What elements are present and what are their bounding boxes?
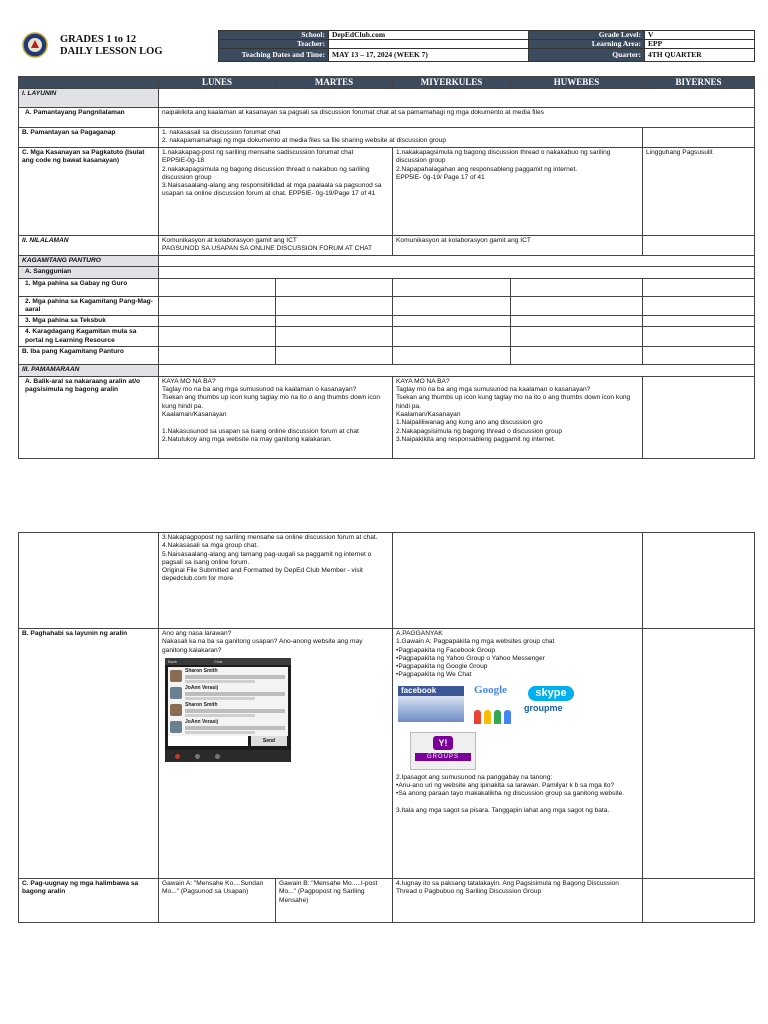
gabay-miyerkules [393,278,511,296]
chat-message [168,667,288,685]
yahoo-logo-text: Y! [433,736,453,750]
mag-aaral-huwebes [511,296,643,316]
groupme-logo-text: groupme [524,702,563,713]
iba-pang-lunes [159,347,276,365]
chat-sender-name: Sharon Smith [185,701,218,708]
avatar [170,670,182,682]
avatar [170,704,182,716]
kasanayan-biyernes: Lingguhang Pagsusulit [643,148,755,236]
chat-back-label: Back [168,658,177,664]
pamamaraan-blank [159,365,755,376]
lesson-log-table-page1 [18,76,755,459]
google-logo [470,683,518,726]
form-title-line1: GRADES 1 to 12 [60,34,137,45]
teksbuk-label: 3. Mga pahina sa Teksbuk [19,316,159,327]
balik-aral-lunes: KAYA MO NA BA? Taglay mo na ba ang mga sumusunod na kaalaman o kasanayan? Tsekan ang thumbs up icon kung taglay mo na ito o ang thumbs down icon kung hindi pa. Kaalaman/Kasanayan 1.Nakasusunod sa usapan sa isang online discussion forum at chat 2.Natutukoy ang mga website na may ganitong kalakaran. [159,376,393,458]
gabay-lunes [159,278,276,296]
chat-message [168,701,288,719]
kagamitang-panturo-heading: KAGAMITANG PANTURO [19,256,159,267]
quarter-label: Quarter: [529,49,645,62]
paghahabi-lunes [159,629,393,879]
kasanayan-lunes: 1.nakakapag-post ng sariling mensahe sadiscussion forumat chat EPP5IE-0g-18 2.nakakapagsimula ng bagong discussion thread o nakabuo ng sariling discussion group 3.Naisasaalang-alang ang responsibilidad at mga paalaala sa pagsunod sa usapan sa online discussion forum at chat. EPP5IE- 0g-19/Page 17 of 41 [159,148,393,236]
day-header-biyernes: BIYERNES [643,77,755,89]
day-header-lunes: LUNES [159,77,276,89]
nilalaman-biyernes [643,236,755,256]
karagdagang-martes [276,327,393,347]
layunin-heading: I. LAYUNIN [19,89,159,108]
chat-sender-name: JoAnn Verasij [185,684,219,691]
pamantayan-sa-pagganap-biyernes [643,128,755,148]
mag-aaral-lunes [159,296,276,316]
social-logos-image [396,684,639,774]
chat-screenshot-image [165,658,291,762]
day-header-row [19,77,755,89]
school-label: School: [219,31,329,40]
iba-pang-biyernes [643,347,755,365]
day-header-miyerkules: MIYERKULES [393,77,511,89]
gabay-biyernes [643,278,755,296]
mag-aaral-biyernes [643,296,755,316]
teksbuk-miyerkules [393,316,511,327]
paghahabi-lunes-text: Ano ang nasa larawan? Nakasali ka na ba sa ganitong usapan? Ano-anong website ang may ganitong kalakaran? [162,630,363,654]
day-header-blank [19,77,159,89]
pag-uugnay-martes: Gawain B: "Mensahe Mo.....I-post Mo..." (Pagpopost ng Sariling Mensahe) [276,879,393,923]
yahoo-groups-logo [410,732,476,770]
pamantayan-sa-pagganap-text: 1. nakasasali sa discussion forumat chat 2. nakapamamahagi ng mga dokumento at media files sa file sharing website at discussion group [159,128,643,148]
pamantayang-pangnilalaman-text: naipakikita ang kaalaman at kasanayan sa pagsali sa discussion forumat chat at sa pamamahagi ng mga dokumento at media files [159,108,755,128]
learning-area-label: Learning Area: [529,40,645,49]
iba-pang-huwebes [511,347,643,365]
chat-message [168,718,288,736]
continuation-biyernes [643,533,755,629]
nilalaman-lunes: Komunikasyon at kolaborasyon gamit ang ICT PAGSUNOD SA USAPAN SA ONLINE DISCUSSION FORUM AT CHAT [159,236,393,256]
pag-uugnay-lunes: Gawain A: "Mensahe Ko....Sundan Mo..." (Pagsunod sa Usapan) [159,879,276,923]
karagdagang-lunes [159,327,276,347]
balik-aral-label: A. Balik-aral sa nakaraang aralin at/o pagsisimula ng bagong aralin [19,376,159,458]
pamamaraan-heading: III. PAMAMARAAN [19,365,159,376]
chat-send-button: Send [251,736,287,746]
paghahabi-miyerkules-bottom-text: 2.Ipasagot ang sumusunod na panggabay na tanong: •Anu-ano uri ng website ang ipinakita sa larawan. Pamilyar k b sa mga ito? •Sa anong paraan tayo makakalikha ng discussion group sa ganitong website. 3.Itala ang mga sagot sa pisara. Tanggapin lahat ang mga sagot ng bata. [396,773,625,814]
karagdagang-biyernes [643,327,755,347]
pamantayan-sa-pagganap-label: B. Pamantayan sa Pagaganap [19,128,159,148]
chat-topbar [165,658,291,665]
pag-uugnay-label: C. Pag-uugnay ng mga halimbawa sa bagong aralin [19,879,159,923]
balik-aral-miyerkules: KAYA MO NA BA? Taglay mo na ba ang mga sumusunod na kaalaman o kasanayan? Tsekan ang thumbs up icon kung taglay mo na ito o ang thumbs down icon kung hindi pa. Kaalaman/Kasanayan 1.Naipaliliwanag ang kung ano ang discussion gro 2.Nakapagsisimula ng bagong thread o discussion group 3.Naipakikita ang responsableng paggamit ng internet. [393,376,643,458]
kagamitang-mag-aaral-label: 2. Mga pahina sa Kagamitang Pang-Mag-aaral [19,296,159,316]
pamantayang-pangnilalaman-label: A. Pamantayang Pangnilalaman [19,108,159,128]
continuation-label-blank [19,533,159,629]
form-title-line2: DAILY LESSON LOG [60,46,163,57]
teksbuk-biyernes [643,316,755,327]
facebook-logo [398,686,464,724]
layunin-blank [159,89,755,108]
chat-input-box [168,736,248,746]
avatar [170,721,182,733]
iba-pang-miyerkules [393,347,511,365]
chat-sender-name: Sharon Smith [185,667,218,674]
day-header-martes: MARTES [276,77,393,89]
karagdagang-kagamitan-label: 4. Karagdagang Kagamitan mula sa portal ng Learning Resource [19,327,159,347]
teaching-dates-value: MAY 13 – 17, 2024 (WEEK 7) [329,49,529,62]
gabay-huwebes [511,278,643,296]
kagamitang-panturo-blank [159,256,755,267]
chat-sender-name: JoAnn Verasij [185,718,219,725]
pag-uugnay-miyerkules: 4.Iugnay ito sa paksang tatalakayin. Ang Pagsisimula ng Bagong Discussion Thread o Pagbubuo ng Sariling Discussion Group [393,879,643,923]
deped-seal-logo [22,32,48,58]
teksbuk-martes [276,316,393,327]
quarter-value: 4TH QUARTER [645,49,755,62]
teacher-label: Teacher: [219,40,329,49]
skype-logo-text: skype [528,686,574,701]
skype-groupme-logo [524,686,584,724]
paghahabi-miyerkules-top-text: A.PAGGANYAK 1.Gawain A: Pagpapakita ng mga websites group chat •Pagpapakita ng Facebook Group •Pagpapakita ng Yahoo Group o Yahoo Messenger •Pagpapakita ng Google Group •Pagpapakita ng We Chat [396,630,555,679]
continuation-miyerkules [393,533,643,629]
teksbuk-lunes [159,316,276,327]
teacher-value [329,40,529,49]
sanggunian-blank [159,267,755,278]
sanggunian-label: A. Sanggunian [19,267,159,278]
mag-aaral-martes [276,296,393,316]
grade-level-label: Grade Level: [529,31,645,40]
avatar [170,687,182,699]
chat-title-label: Chat [214,658,223,664]
facebook-logo-text: facebook [398,686,464,696]
teksbuk-huwebes [511,316,643,327]
gabay-ng-guro-label: 1. Mga pahina sa Gabay ng Guro [19,278,159,296]
karagdagang-huwebes [511,327,643,347]
kasanayan-label: C. Mga Kasanayan sa Pagkatuto (Isulat ang code ng bawat kasanayan) [19,148,159,236]
chat-bottom-bar [165,750,291,762]
karagdagang-miyerkules [393,327,511,347]
continuation-lunes: 3.Nakapagpopost ng sariling mensahe sa online discussion forum at chat. 4.Nakasasali sa mga group chat. 5.Naisasaalang-alang ang tamang pag-uugali sa paggamit ng internet o pagsali sa isang online forum. Original File Submitted and Formatted by DepEd Club Member - visit depedclub.com for more [159,533,393,629]
pag-uugnay-biyernes [643,879,755,923]
nilalaman-miyerkules: Komunikasyon at kolaborasyon gamit ang ICT [393,236,643,256]
lesson-log-table-page2 [18,532,755,923]
school-value: DepEdClub.com [329,31,529,40]
kasanayan-miyerkules: 1.nakakapagsimula ng bagong discussion thread o nakakabuo ng sariling discussion group 2.Napapahalagahan ang responsableng paggamit ng internet. EPP5IE- 0g-19/ Page 17 of 41 [393,148,643,236]
google-logo-text: Google [474,683,508,696]
facebook-people-graphic [398,696,464,722]
mag-aaral-miyerkules [393,296,511,316]
grade-level-value: V [645,31,755,40]
header-info-table [218,30,755,62]
yahoo-groups-text: GROUPS [415,753,471,761]
day-header-huwebes: HUWEBES [511,77,643,89]
nilalaman-heading: II. NILALAMAN [19,236,159,256]
gabay-martes [276,278,393,296]
iba-pang-martes [276,347,393,365]
learning-area-value: EPP [645,40,755,49]
paghahabi-label: B. Paghahabi sa layunin ng aralin [19,629,159,879]
chat-message [168,684,288,702]
paghahabi-miyerkules [393,629,643,879]
balik-aral-biyernes [643,376,755,458]
iba-pang-kagamitan-label: B. Iba pang Kagamitang Panturo [19,347,159,365]
paghahabi-biyernes [643,629,755,879]
teaching-dates-label: Teaching Dates and Time: [219,49,329,62]
